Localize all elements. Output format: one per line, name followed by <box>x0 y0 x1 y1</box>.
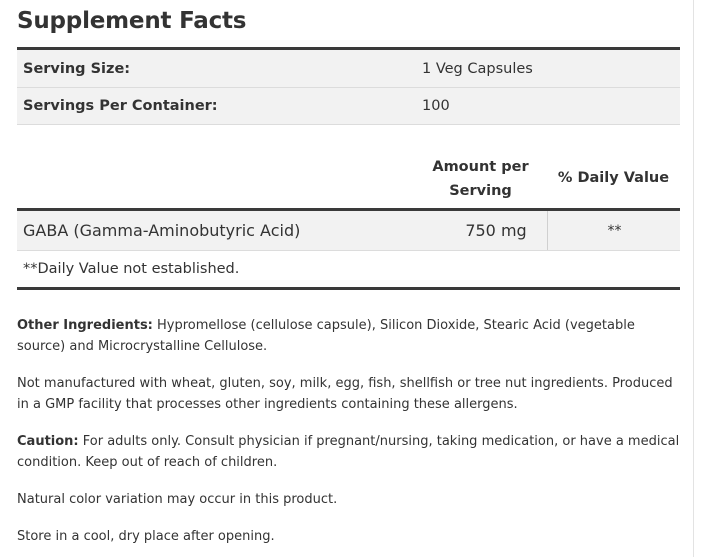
ingredient-row <box>17 211 680 251</box>
ingredient-daily-value: ** <box>547 211 681 250</box>
daily-value-header: % Daily Value <box>557 170 670 186</box>
servings-per-container-label: Servings Per Container: <box>23 98 218 114</box>
serving-size-label: Serving Size: <box>23 60 131 77</box>
allergen-paragraph: Not manufactured with wheat, gluten, soy, milk, egg, fish, shellfish or tree nut ingredients. Produced in a GMP facility that processes other ingredients containing these allergens. <box>17 376 673 412</box>
bottom-rule <box>17 287 680 290</box>
serving-size-value: 1 Veg Capsules <box>422 60 533 77</box>
caution-paragraph <box>17 431 680 473</box>
servings-per-container-row <box>17 88 680 125</box>
amount-per-serving-header <box>429 155 532 203</box>
amount-header-line2: Serving <box>449 183 512 199</box>
storage-note: Store in a cool, dry place after opening. <box>17 529 275 544</box>
footnote-row <box>17 251 680 287</box>
other-ingredients-paragraph <box>17 315 680 357</box>
scrollbar-edge <box>693 0 694 557</box>
ingredient-name: GABA (Gamma-Aminobutyric Acid) <box>23 221 301 240</box>
other-ingredients-text: Hypromellose (cellulose capsule), Silicon Dioxide, Stearic Acid (vegetable source) and Microcrystalline Cellulose. <box>17 318 635 354</box>
ingredient-amount: 750 mg <box>465 221 527 240</box>
servings-per-container-value: 100 <box>422 98 450 114</box>
caution-text: For adults only. Consult physician if pregnant/nursing, taking medication, or have a medical condition. Keep out of reach of children. <box>17 434 680 470</box>
caution-label: Caution: <box>17 434 79 449</box>
other-ingredients-label: Other Ingredients: <box>17 318 153 333</box>
daily-value-footnote: **Daily Value not established. <box>23 261 240 277</box>
color-variation-note: Natural color variation may occur in this product. <box>17 492 338 507</box>
amount-header-line1: Amount per <box>432 159 529 175</box>
page-title: Supplement Facts <box>17 8 247 34</box>
serving-size-row <box>17 50 680 88</box>
